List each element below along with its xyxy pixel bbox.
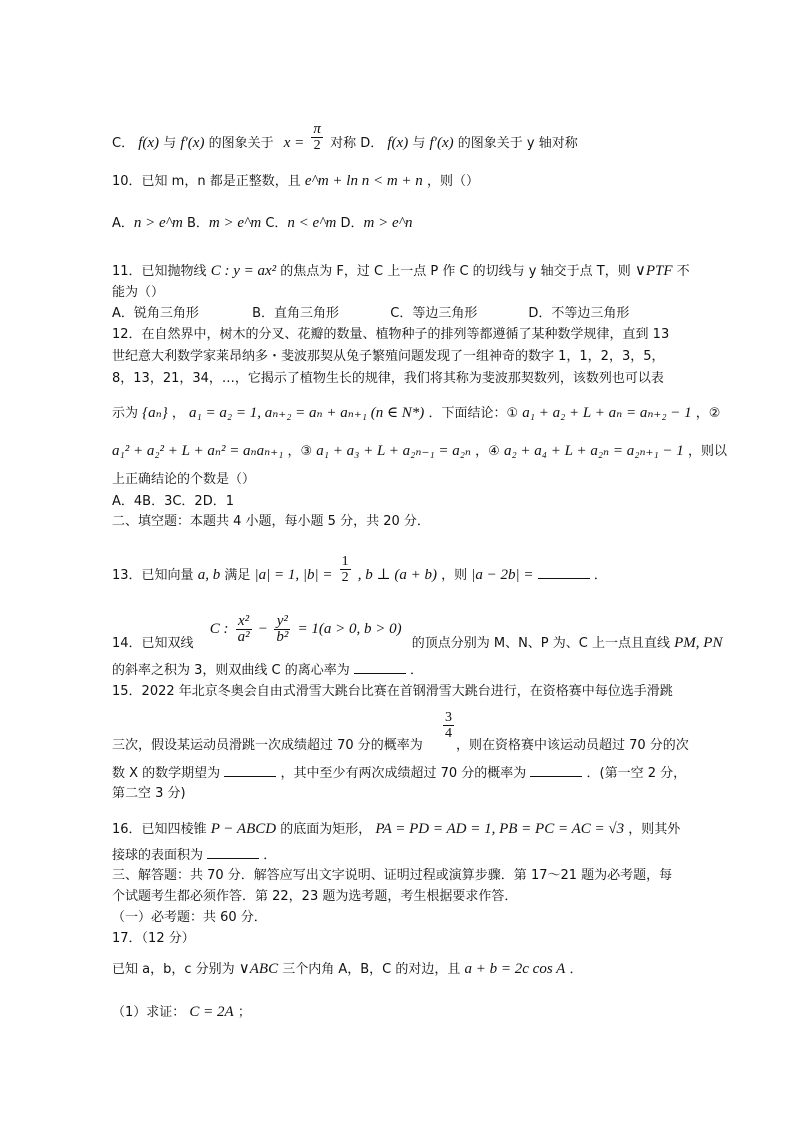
q17-stem-a: 已知 a，b，c 分别为 [112,962,235,977]
q9-fx2: f(x) [387,135,409,151]
q9-yu: 与 [163,136,177,151]
q16-condition: PA = PD = AD = 1, PB = PC = AC = √3 [375,821,625,837]
q12-sequence: {aₙ} [142,405,168,421]
q14-y-frac [274,614,290,645]
q9-two: 2 [313,138,321,153]
q14-stem-b: 的顶点分别为 M、N、P 为、C 上一点且直线 [411,636,670,651]
q11-optd: D．不等边三角形 [528,306,630,321]
q12-line3: 8，13，21，34，…，它揭示了植物生长的规律，我们将其称为斐波那契数列，该数列也可以表 [112,371,664,386]
q10-optc-label: C． [265,216,288,231]
q11-stem [112,262,690,281]
q10-optd-label: D． [340,216,364,231]
q17-stem [112,960,582,979]
q15-frac-num: 3 [445,710,452,725]
q16-stem-b: 的底面为矩形， [280,822,372,837]
q14-y2: y² [274,614,290,630]
q12-conclusion-3: a₁ + a₃ + L + a₂ₙ₋₁ = a₂ₙ [316,443,472,459]
q10-stem-text: 10．已知 m，n 都是正整数，且 [112,174,301,189]
q10-optc: n < e^m [287,215,337,231]
q10-optb-label: B． [187,216,209,231]
q12-line4 [112,404,720,423]
q13-ask: |a − 2b| = [471,567,534,583]
q9-fx: f(x) [138,135,160,151]
q10-optd: m > e^n [363,215,413,231]
q11-parabola: C : y = ax² [210,263,277,279]
q10-stem-end: ，则（） [426,174,479,189]
section3-line2: 个试题考生都必须作答．第 22，23 题为选考题，考生根据要求作答． [112,889,518,904]
q9-optd-label: D． [360,136,384,151]
q9-options-cd [112,121,578,159]
q16-stem-a: 16．已知四棱锥 [112,822,207,837]
q17-stem-end: ． [569,962,583,977]
q16-stem [112,820,680,839]
q12-recurrence: a₁ = a₂ = 1, aₙ₊₂ = aₙ + aₙ₊₁ (n ∈ N*) [189,405,425,421]
q12-c3-mark: ，③ [287,444,313,459]
q15-line3-a: 数 X 的数学期望为 [112,766,221,781]
q12-line6: 上正确结论的个数是（） [112,472,256,487]
q14-line2-a: 的斜率之积为 3，则双曲线 C 的离心率为 [112,663,350,678]
q14-stem-a: 14．已知双线 [112,636,194,651]
q17-part1-math: C = 2A [189,1004,234,1020]
q12-line2: 世纪意大利数学家莱昂纳多・斐波那契从兔子繁殖问题发现了一组神奇的数字 1，1，2，3，5， [112,349,665,364]
q15-line3-b: ，其中至少有两次成绩超过 70 分的概率为 [280,766,527,781]
q14-a2: a² [237,629,250,645]
section2-heading: 二、填空题：本题共 4 小题，每小题 5 分，共 20 分． [112,514,430,529]
q9-yu2: 与 [412,136,426,151]
q13-end: ． [593,568,607,583]
q9-pi: π [313,121,321,137]
q14-line2-end: ． [410,663,424,678]
q14-hyper-tail: = 1(a > 0, b > 0) [297,621,402,637]
q9-sym-suffix: 对称 [330,136,357,151]
q14-line2 [112,661,423,680]
q17-triangle: ∨ABC [238,961,279,977]
q9-pi-over-two [311,122,323,153]
q10-options [112,214,412,233]
q11-stem-c: 不 [676,264,690,279]
q12-conclusion-2: a₁² + a₂² + L + aₙ² = aₙaₙ₊₁ [112,443,284,459]
q11-stem-b: 的焦点为 F，过 C 上一点 P 作 C 的切线与 y 轴交于点 T，则 [280,264,631,279]
q11-line2: 能为（） [112,285,165,300]
q12-c4-mark: ，④ [475,444,500,459]
q10-opta: n > e^m [133,215,183,231]
q15-line3-c: ．(第一空 2 分， [586,766,687,781]
q11-opta: A．锐角三角形 [112,306,199,321]
q9-fpx2: f′(x) [429,135,454,151]
q10-optb: m > e^m [208,215,262,231]
q14-hyper-lead: C : [209,621,229,637]
q9-fpx: f′(x) [180,135,205,151]
q12-line4-b: ， [171,406,185,421]
q11-stem-a: 11．已知抛物线 [112,264,207,279]
q12-line4-c: ．下面结论：① [428,406,519,421]
q17-part1-a: （1）求证： [112,1005,186,1020]
q12-c1-end: ，② [695,406,721,421]
q12-line4-a: 示为 [112,406,139,421]
q13-condition-b: , b ⊥ (a + b) [357,567,437,583]
q15-line4: 第二空 3 分) [112,786,186,801]
q17-head: 17．（12 分） [112,931,195,946]
q9-optd-text: 的图象关于 y 轴对称 [457,136,578,151]
q15-answer-blank-1[interactable] [224,764,276,777]
q15-line2a: 三次，假设某运动员滑跳一次成绩超过 70 分的概率为 [112,738,423,753]
q9-optc-label: C． [112,136,135,151]
q12-conclusion-4: a₂ + a₄ + L + a₂ₙ = a₂ₙ₊₁ − 1 [503,443,684,459]
q16-line2 [112,846,276,865]
q9-symmetry-text: 的图象关于 [208,136,274,151]
q17-part1 [112,1003,251,1022]
q16-stem-c: ，则其外 [628,822,681,837]
q15-line3 [112,764,686,783]
q13-stem [112,554,607,591]
q17-part1-end: ； [237,1005,251,1020]
q13-answer-blank[interactable] [538,566,590,579]
q14-answer-blank[interactable] [354,661,406,674]
q16-line2-a: 接球的表面积为 [112,848,204,863]
q13-condition-a: |a| = 1, |b| = [254,567,333,583]
q13-vectors: a, b [197,567,221,583]
q13-half [340,554,351,585]
q14-hyperbola [210,614,402,645]
q17-stem-b: 三个内角 A，B，C 的对边，且 [282,962,461,977]
q11-optc: C．等边三角形 [390,306,478,321]
q12-options: A．4B．3C．2D．1 [112,494,234,509]
q12-conclusion-1: a₁ + a₂ + L + aₙ = aₙ₊₂ − 1 [522,405,692,421]
q15-fraction [443,710,454,741]
q14-minus: − [258,621,268,637]
q13-stem-c: ，则 [441,568,468,583]
q16-pyramid: P − ABCD [210,821,277,837]
q15-frac-den: 4 [445,726,452,741]
q11-triangle: ∨PTF [634,263,673,279]
q15-line1: 15．2022 年北京冬奥会自由式滑雪大跳台比赛在首钢滑雪大跳台进行，在资格赛中每位选手滑跳 [112,684,673,699]
q10-opta-label: A． [112,216,134,231]
q11-optb: B．直角三角形 [252,306,340,321]
q15-line2b: ，则在资格赛中该运动员超过 70 分的次 [456,738,689,753]
q12-line5 [112,442,727,461]
q9-x-eq: x = [283,135,305,151]
section3-line1: 三、解答题：共 70 分．解答应写出文字说明、证明过程或演算步骤．第 17～21 题为必考题，每 [112,868,673,883]
q13-half-den: 2 [341,570,349,585]
q12-c4-end: ，则以 [687,444,727,459]
q16-line2-end: ． [263,848,277,863]
q13-half-num: 1 [341,554,349,569]
q13-stem-b: 满足 [224,568,251,583]
q17-condition: a + b = 2c cos A [464,961,566,977]
q14-lines: PM, PN [674,635,723,651]
section3-sub: （一）必考题：共 60 分． [112,910,267,925]
q10-condition: e^m + ln n < m + n [304,173,423,189]
q16-answer-blank[interactable] [207,846,259,859]
q13-stem-a: 13．已知向量 [112,568,194,583]
q14-x2: x² [236,614,252,630]
q11-options [112,305,629,323]
q12-line1: 12．在自然界中，树木的分叉、花瓣的数量、植物种子的排列等都遵循了某种数学规律，直到 13 [112,327,670,342]
q15-answer-blank-2[interactable] [530,764,582,777]
q14-x-frac [236,614,252,645]
q10-stem [112,172,479,191]
q14-b2: b² [276,629,289,645]
q14-stem [112,613,723,659]
